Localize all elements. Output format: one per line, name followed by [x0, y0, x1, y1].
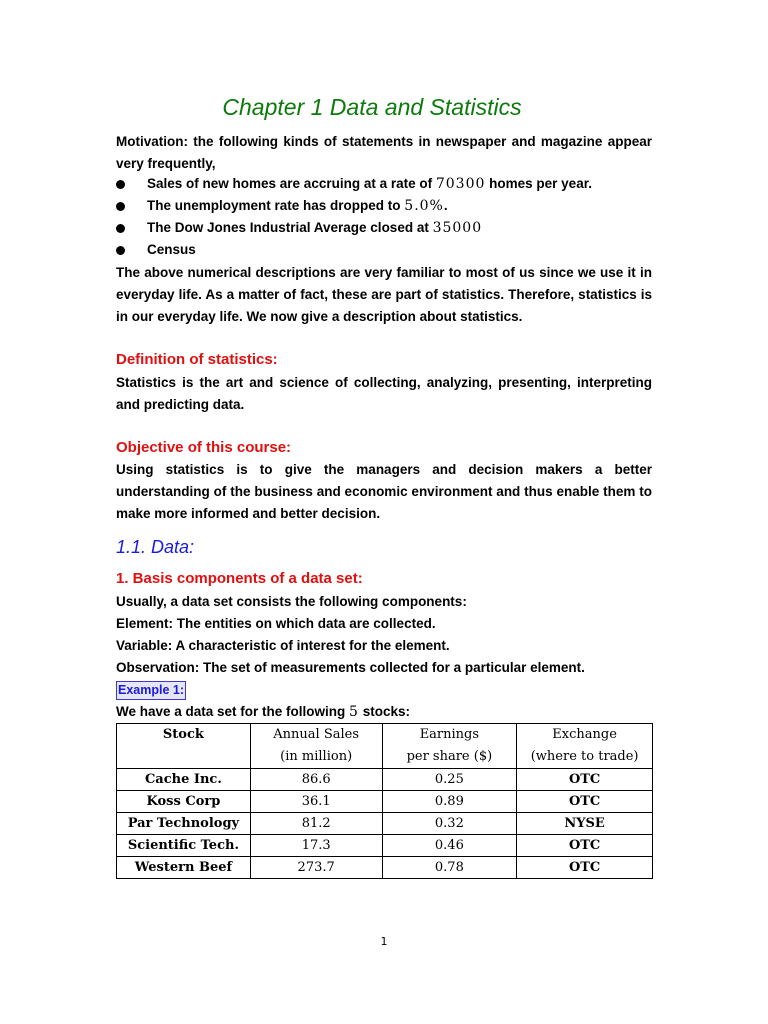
cell-earnings: 0.25: [382, 769, 517, 791]
table-row: [117, 791, 653, 813]
basis-line: Element: The entities on which data are collected.: [116, 616, 436, 631]
bullet-item: The unemployment rate has dropped to 5.0%.: [147, 198, 448, 214]
basis-line: Variable: A characteristic of interest for the element.: [116, 638, 450, 653]
cell-stock: Western Beef: [117, 857, 251, 879]
basis-line: Usually, a data set consists the following components:: [116, 594, 467, 609]
cell-stock: Koss Corp: [117, 791, 251, 813]
intro-paragraph: The above numerical descriptions are very familiar to most of us since we use it in everyday life. As a matter of fact, these are part of statistics. Therefore, statistics is in our everyday life. We now give a description about statistics.: [116, 265, 652, 324]
bullet-item: The Dow Jones Industrial Average closed at 35000: [147, 220, 483, 236]
bullet-item: Sales of new homes are accruing at a rate of 70300 homes per year.: [147, 176, 592, 192]
chapter-title: Chapter 1 Data and Statistics: [222, 94, 522, 120]
definition-text: Statistics is the art and science of collecting, analyzing, presenting, interpreting and predicting data.: [116, 375, 652, 412]
header-annual-sales: Annual Sales (in million): [250, 724, 382, 769]
header-earnings: Earnings per share ($): [382, 724, 517, 769]
header-stock: Stock: [117, 724, 251, 769]
example-label: Example 1:: [116, 681, 186, 700]
cell-exchange: NYSE: [517, 813, 653, 835]
bullet-dot: [116, 180, 125, 189]
cell-earnings: 0.89: [382, 791, 517, 813]
cell-sales: 36.1: [250, 791, 382, 813]
bullet-dot: [116, 224, 125, 233]
basis-heading: 1. Basis components of a data set:: [116, 570, 363, 587]
cell-sales: 81.2: [250, 813, 382, 835]
cell-sales: 17.3: [250, 835, 382, 857]
cell-earnings: 0.78: [382, 857, 517, 879]
cell-stock: Par Technology: [117, 813, 251, 835]
definition-heading: Definition of statistics:: [116, 351, 278, 368]
cell-stock: Scientific Tech.: [117, 835, 251, 857]
objective-text: Using statistics is to give the managers and decision makers a better understanding of the business and economic environment and thus enable them to make more informed and better decision.: [116, 462, 652, 521]
cell-exchange: OTC: [517, 791, 653, 813]
bullet-dot: [116, 246, 125, 255]
page-number: 1: [380, 935, 388, 948]
header-exchange: Exchange (where to trade): [517, 724, 653, 769]
table-header-row: [117, 724, 653, 769]
table-row: [117, 857, 653, 879]
cell-exchange: OTC: [517, 835, 653, 857]
section-heading: 1.1. Data:: [116, 537, 195, 557]
table-row: [117, 835, 653, 857]
cell-sales: 273.7: [250, 857, 382, 879]
cell-earnings: 0.46: [382, 835, 517, 857]
stock-table: [116, 723, 653, 879]
basis-line: Observation: The set of measurements collected for a particular element.: [116, 660, 585, 675]
cell-earnings: 0.32: [382, 813, 517, 835]
bullet-dot: [116, 202, 125, 211]
objective-heading: Objective of this course:: [116, 439, 292, 456]
cell-exchange: OTC: [517, 857, 653, 879]
table-row: [117, 813, 653, 835]
motivation-paragraph: Motivation: the following kinds of statements in newspaper and magazine appear very frequently,: [116, 134, 652, 171]
cell-exchange: OTC: [517, 769, 653, 791]
bullet-item: Census: [147, 242, 196, 257]
example-intro: We have a data set for the following 5 stocks:: [116, 704, 410, 720]
cell-sales: 86.6: [250, 769, 382, 791]
cell-stock: Cache Inc.: [117, 769, 251, 791]
table-row: [117, 769, 653, 791]
